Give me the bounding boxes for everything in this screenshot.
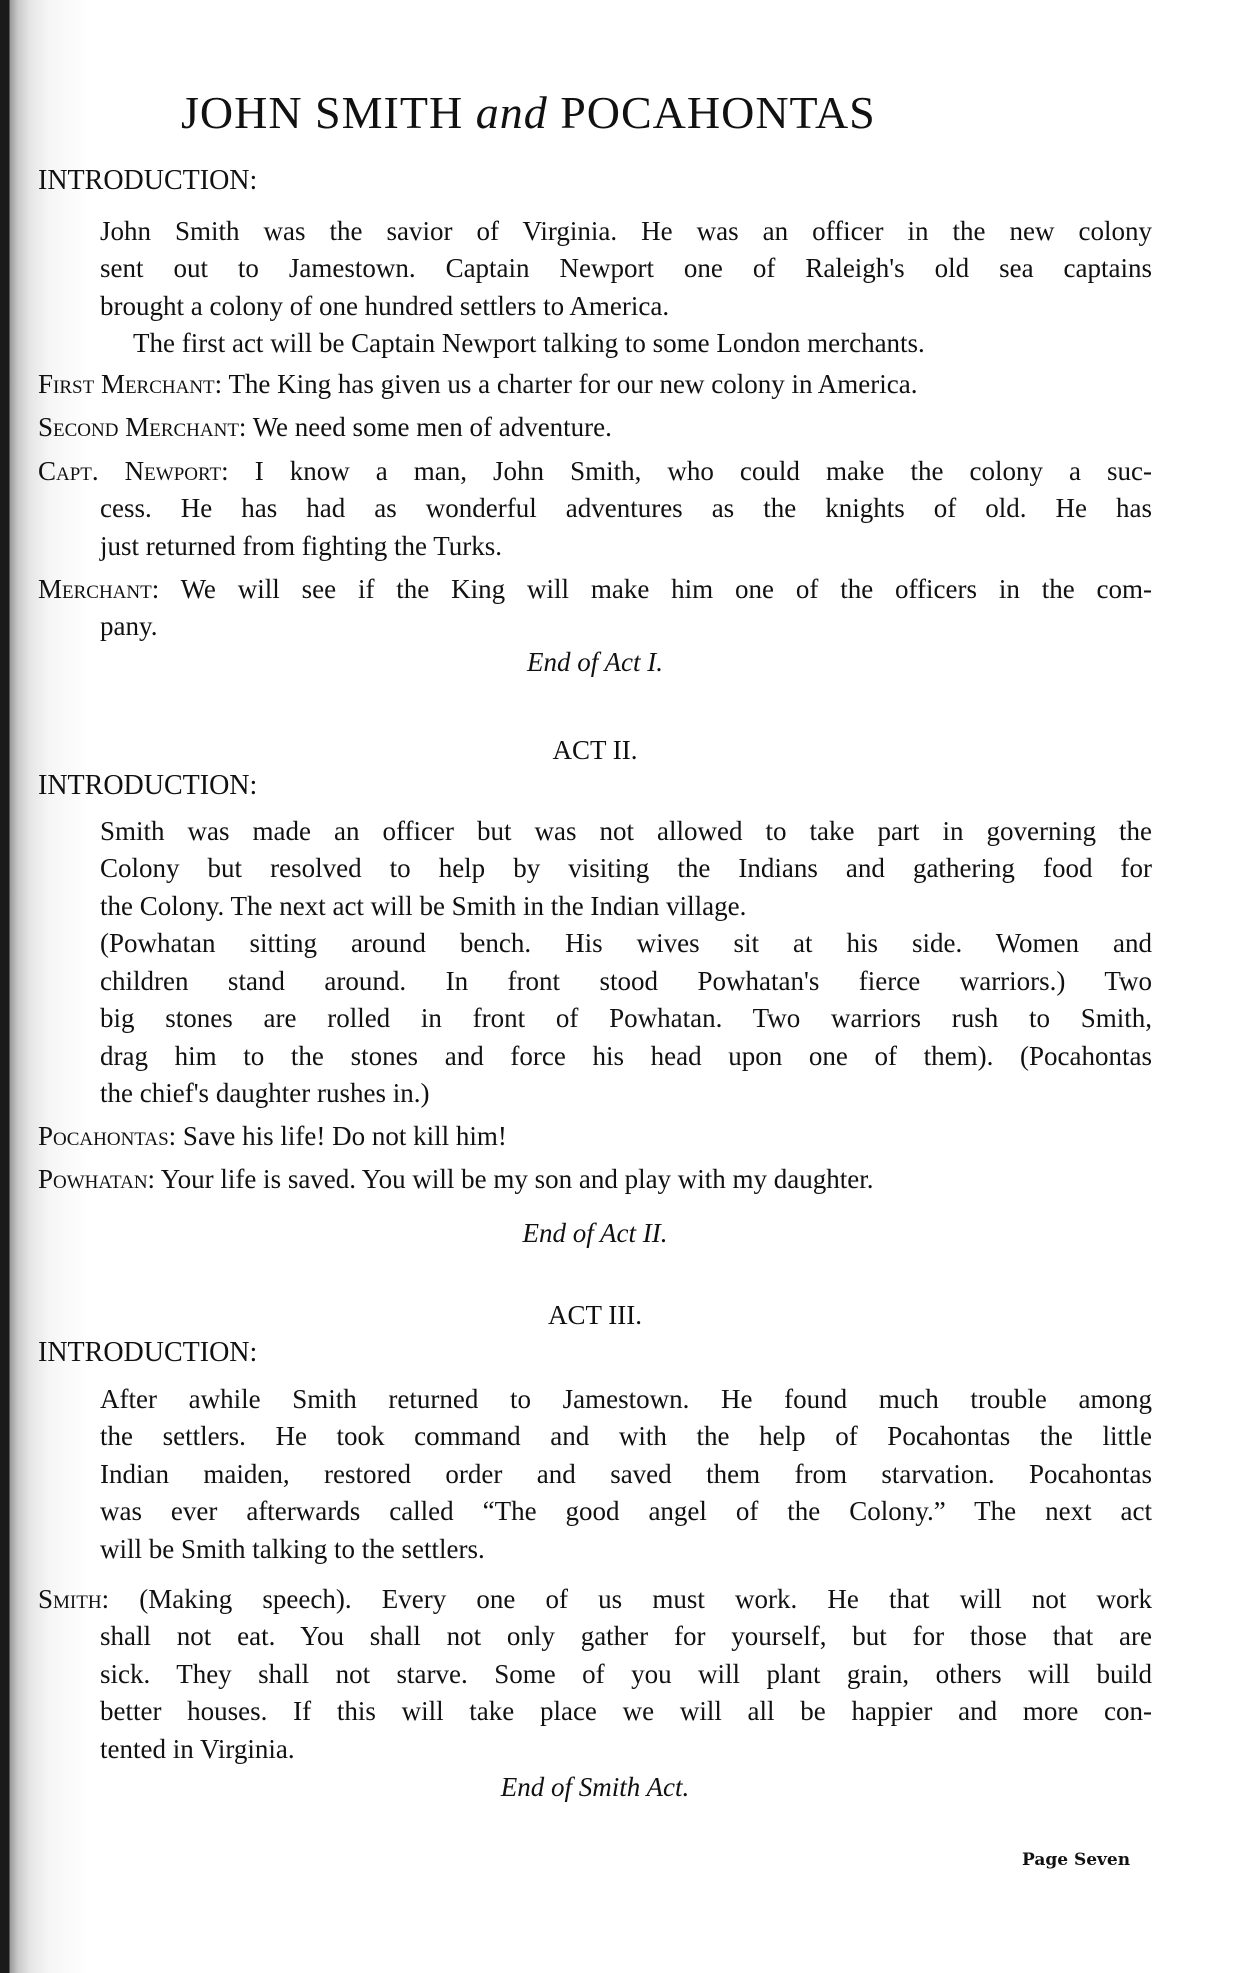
title-part-1: JOHN SMITH: [181, 87, 464, 138]
dialogue-line: [38, 455, 1152, 487]
act3-intro-heading: INTRODUCTION:: [38, 1337, 258, 1368]
act2-intro-line: children stand around. In front stood Powhatan's fierce warriors.) Two: [100, 966, 1152, 996]
act1-intro-line: brought a colony of one hundred settlers to America.: [100, 291, 670, 321]
dialogue-line: [38, 1120, 507, 1152]
dialogue-continuation: tented in Virginia.: [100, 1734, 295, 1764]
act2-intro-line: the chief's daughter rushes in.): [100, 1078, 430, 1108]
act3-intro-line: will be Smith talking to the settlers.: [100, 1534, 485, 1564]
act3-intro-line: was ever afterwards called “The good angel of the Colony.” The next act: [100, 1496, 1152, 1526]
speaker-name: Powhatan:: [38, 1164, 156, 1194]
scanned-page-binding-edge: [0, 0, 90, 1973]
dialogue-text: We will see if the King will make him one of the officers in the com-: [180, 574, 1153, 604]
speaker-name: Pocahontas:: [38, 1121, 177, 1151]
dialogue-line: [38, 1163, 874, 1195]
speaker-name: Capt. Newport:: [38, 456, 229, 486]
speaker-name: Merchant:: [38, 574, 160, 604]
act1-intro-line: sent out to Jamestown. Captain Newport one of Raleigh's old sea captains: [100, 253, 1152, 283]
dialogue-line: [38, 411, 612, 443]
page-title: [181, 86, 1019, 139]
act1-intro-heading: INTRODUCTION:: [38, 165, 258, 196]
page-number: Page Seven: [1022, 1850, 1131, 1870]
speaker-name: Smith:: [38, 1584, 110, 1614]
end-of-act-2: End of Act II.: [522, 1218, 668, 1248]
act1-intro-line: John Smith was the savior of Virginia. He was an officer in the new colony: [100, 216, 1152, 246]
act2-intro-line: Smith was made an officer but was not allowed to take part in governing the: [100, 816, 1152, 846]
act3-intro-line: Indian maiden, restored order and saved them from starvation. Pocahontas: [100, 1459, 1152, 1489]
speaker-name: First Merchant:: [38, 369, 223, 399]
title-part-2: POCAHONTAS: [560, 87, 876, 138]
act3-heading: ACT III.: [548, 1300, 642, 1330]
dialogue-text: I know a man, John Smith, who could make the colony a suc-: [254, 456, 1152, 486]
dialogue-continuation: pany.: [100, 611, 158, 641]
act2-intro-line: Colony but resolved to help by visiting the Indians and gathering food for: [100, 853, 1152, 883]
dialogue-continuation: shall not eat. You shall not only gather for yourself, but for those that are: [100, 1621, 1152, 1651]
dialogue-line: [38, 368, 917, 400]
speaker-name: Second Merchant:: [38, 412, 247, 442]
act3-intro-line: After awhile Smith returned to Jamestown. He found much trouble among: [100, 1384, 1152, 1414]
end-of-smith-act: End of Smith Act.: [500, 1772, 690, 1802]
act2-intro-heading: INTRODUCTION:: [38, 770, 258, 801]
act2-intro-line: drag him to the stones and force his head upon one of them). (Pocahontas: [100, 1041, 1152, 1071]
act2-intro-line: (Powhatan sitting around bench. His wives sit at his side. Women and: [100, 928, 1152, 958]
dialogue-continuation: just returned from fighting the Turks.: [100, 531, 502, 561]
dialogue-continuation: sick. They shall not starve. Some of you will plant grain, others will build: [100, 1659, 1152, 1689]
dialogue-text: We need some men of adventure.: [252, 412, 612, 442]
title-connector: and: [475, 87, 548, 138]
dialogue-text: Your life is saved. You will be my son and play with my daughter.: [160, 1164, 874, 1194]
act1-intro-line: The first act will be Captain Newport talking to some London merchants.: [133, 328, 925, 358]
act2-intro-line: big stones are rolled in front of Powhatan. Two warriors rush to Smith,: [100, 1003, 1152, 1033]
dialogue-line: [38, 573, 1152, 605]
dialogue-continuation: better houses. If this will take place we will all be happier and more con-: [100, 1696, 1152, 1726]
dialogue-line: [38, 1583, 1152, 1615]
act3-intro-line: the settlers. He took command and with the help of Pocahontas the little: [100, 1421, 1152, 1451]
act2-intro-line: the Colony. The next act will be Smith in the Indian village.: [100, 891, 747, 921]
dialogue-text: The King has given us a charter for our new colony in America.: [228, 369, 918, 399]
dialogue-text: Save his life! Do not kill him!: [182, 1121, 507, 1151]
end-of-act-1: End of Act I.: [527, 647, 663, 677]
dialogue-continuation: cess. He has had as wonderful adventures as the knights of old. He has: [100, 493, 1152, 523]
dialogue-text: (Making speech). Every one of us must work. He that will not work: [139, 1584, 1153, 1614]
act2-heading: ACT II.: [552, 735, 638, 765]
